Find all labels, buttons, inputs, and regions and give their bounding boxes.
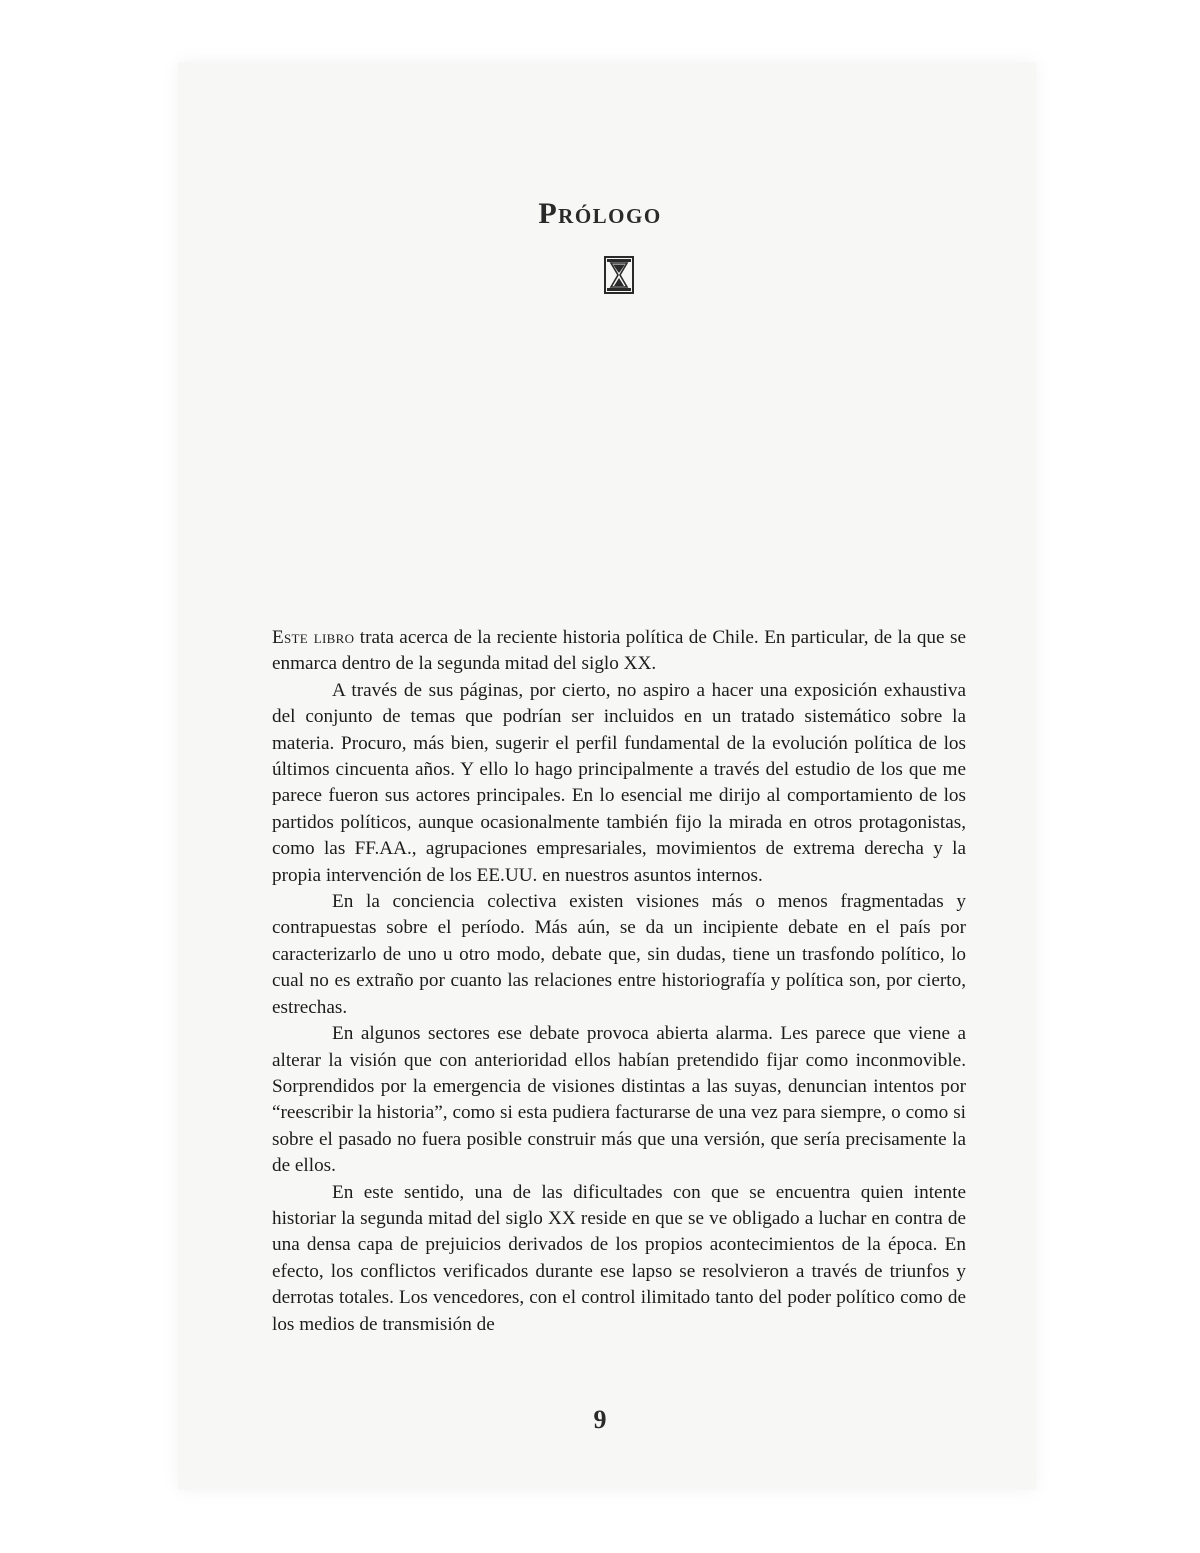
paragraph-3: En la conciencia colectiva existen visiones más o menos fragmentadas y contrapuestas sobre el período. Más aún, se da un incipiente debate en el país por caracterizarlo de uno u otro modo, debate que, sin dudas, tiene un trasfondo político, lo cual no es extraño por cuanto las relaciones entre historiografía y política son, por cierto, estrechas.: [272, 891, 966, 1018]
chapter-title: Prólogo: [538, 197, 662, 230]
prologue-text: [272, 625, 966, 1338]
paragraph-1-text: trata acerca de la reciente historia política de Chile. En particular, de la que se enmarca dentro de la segunda mitad del siglo XX.: [272, 627, 966, 675]
paragraph-4: En algunos sectores ese debate provoca abierta alarma. Les parece que viene a alterar la visión que con anterioridad ellos habían pretendido fijar como inconmovible. Sorprendidos por la emergencia de visiones distintas a las suyas, denuncian intentos por “reescribir la historia”, como si esta pudiera facturarse de una vez para siempre, o como si sobre el pasado no fuera posible construir más que una versión, que sería precisamente la de ellos.: [272, 1023, 966, 1177]
paragraph-2: A través de sus páginas, por cierto, no aspiro a hacer una exposición exhaustiva del conjunto de temas que podrían ser incluidos en un tratado sistemático sobre la materia. Procuro, más bien, sugerir el perfil fundamental de la evolución política de los últimos cincuenta años. Y ello lo hago principalmente a través del estudio de los que me parece fueron sus actores principales. En lo esencial me dirijo al comportamiento de los partidos políticos, aunque ocasionalmente también fijo la mirada en otros protagonistas, como las FF.AA., agrupaciones empresariales, movimientos de extrema derecha y la propia intervención de los EE.UU. en nuestros asuntos internos.: [272, 679, 966, 886]
paragraph-1: [272, 625, 966, 678]
page-number: 9: [593, 1405, 607, 1434]
hourglass-icon: [604, 256, 634, 294]
lead-words: Este libro: [272, 627, 355, 648]
paragraph-5: En este sentido, una de las dificultades con que se encuentra quien intente historiar la segunda mitad del siglo XX reside en que se ve obligado a luchar en contra de una densa capa de prejuicios derivados de los propios acontecimientos de la época. En efecto, los conflictos verificados durante ese lapso se resolvieron a través de triunfos y derrotas totales. Los vencedores, con el control ilimitado tanto del poder político como de los medios de transmisión de: [272, 1181, 966, 1335]
